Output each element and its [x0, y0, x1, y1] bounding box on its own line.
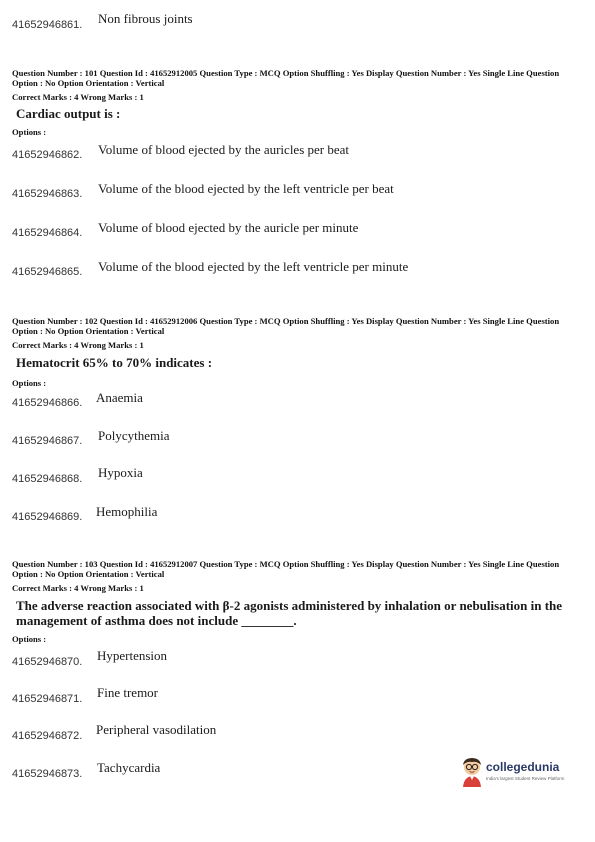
- option-id: 41652946871.: [12, 693, 83, 705]
- question-marks: Correct Marks : 4 Wrong Marks : 1: [12, 92, 144, 102]
- option-id: 41652946866.: [12, 397, 83, 409]
- option-text: Hypoxia: [98, 465, 143, 480]
- question-text: Hematocrit 65% to 70% indicates :: [16, 355, 213, 370]
- question-marks: Correct Marks : 4 Wrong Marks : 1: [12, 583, 144, 593]
- option-text: Anaemia: [96, 390, 143, 405]
- question-text: The adverse reaction associated with β-2 agonists administered by inhalation or nebulisation in the management of asthma does not include ________.: [16, 598, 563, 628]
- student-avatar-icon: [460, 757, 484, 787]
- question-meta: Question Number : 103 Question Id : 41652912007 Question Type : MCQ Option Shuffling : Yes Display Question Number : Yes Single Line Question Option : No Option Orientation : Vertical: [12, 559, 560, 579]
- option-id: 41652946868.: [12, 473, 83, 485]
- option-id: 41652946867.: [12, 435, 83, 447]
- option-text: Hypertension: [97, 648, 168, 663]
- question-marks: Correct Marks : 4 Wrong Marks : 1: [12, 340, 144, 350]
- option-id: 41652946873.: [12, 768, 83, 780]
- option-text: Hemophilia: [96, 504, 158, 519]
- collegedunia-logo: [460, 757, 570, 787]
- option-text: Volume of blood ejected by the auricles per beat: [98, 142, 350, 157]
- question-meta: Question Number : 101 Question Id : 41652912005 Question Type : MCQ Option Shuffling : Yes Display Question Number : Yes Single Line Question Option : No Option Orientation : Vertical: [12, 68, 560, 88]
- options-label: Options :: [12, 378, 47, 388]
- logo-tagline: India's largest Student Review Platform: [486, 776, 565, 781]
- option-id: 41652946864.: [12, 227, 83, 239]
- option-text: Tachycardia: [97, 760, 161, 775]
- option-text: Volume of the blood ejected by the left ventricle per minute: [98, 259, 409, 274]
- question-text: Cardiac output is :: [16, 106, 121, 121]
- option-id: 41652946861.: [12, 19, 83, 31]
- option-id: 41652946869.: [12, 511, 83, 523]
- option-text: Volume of the blood ejected by the left ventricle per beat: [98, 181, 394, 196]
- option-id: 41652946872.: [12, 730, 83, 742]
- option-text: Volume of blood ejected by the auricle per minute: [98, 220, 359, 235]
- option-id: 41652946862.: [12, 149, 83, 161]
- option-text: Peripheral vasodilation: [96, 722, 217, 737]
- option-text: Polycythemia: [98, 428, 170, 443]
- option-id: 41652946865.: [12, 266, 83, 278]
- option-id: 41652946863.: [12, 188, 83, 200]
- options-label: Options :: [12, 127, 47, 137]
- question-meta: Question Number : 102 Question Id : 41652912006 Question Type : MCQ Option Shuffling : Yes Display Question Number : Yes Single Line Question Option : No Option Orientation : Vertical: [12, 316, 560, 336]
- logo-wordmark: collegedunia: [486, 760, 560, 774]
- option-text: Fine tremor: [97, 685, 159, 700]
- option-text: Non fibrous joints: [98, 11, 193, 26]
- option-id: 41652946870.: [12, 656, 83, 668]
- options-label: Options :: [12, 634, 47, 644]
